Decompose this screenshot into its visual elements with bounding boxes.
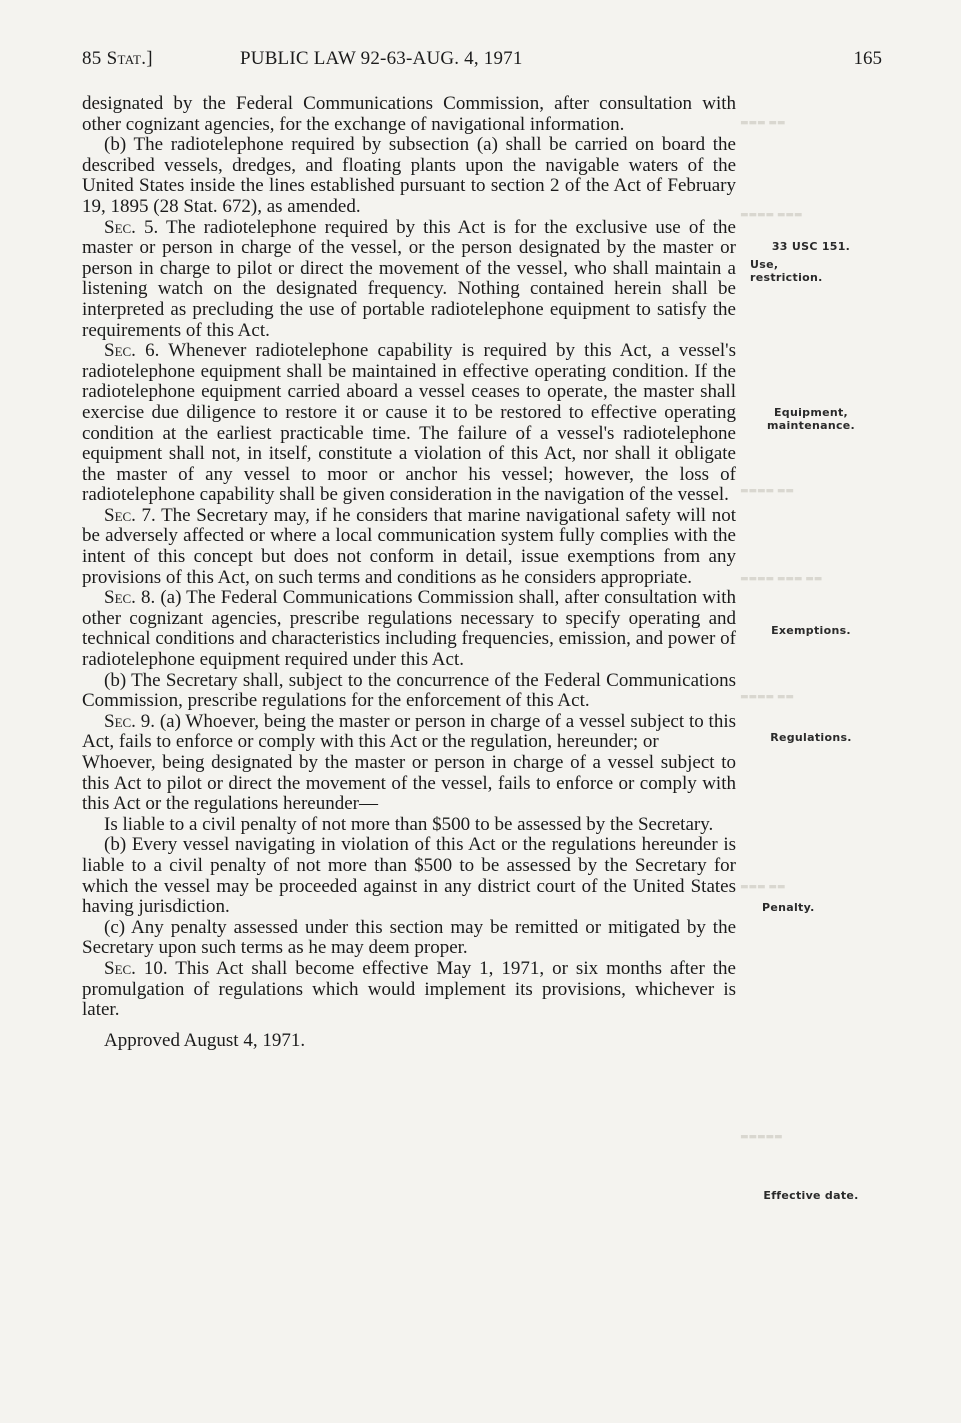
section-9-liable: Is liable to a civil penalty of not more than $500 to be assessed by the Secretary.: [104, 813, 714, 835]
section-5-text: The radiotelephone required by this Act is for the exclusive use of the master or person in charge of the vessel, or the person designated by the master or person in charge to pilot or direct the movement of the vessel, who shall maintain a listening watch on the designated frequency. Nothing contained herein shall be interpreted as precluding the use of portable radiotelephone equipment to satisfy the requirements of this Act.: [82, 216, 736, 341]
paragraph-continued: designated by the Federal Communications Commission, after consultation with other cognizant agencies, for the exchange of navigational information.: [82, 93, 736, 135]
bleed-through-note: ▬▬▬▬ ▬▬▬ ▬▬: [740, 574, 823, 584]
section-8-label: Sec. 8.: [104, 587, 156, 609]
section-7: [82, 506, 736, 588]
margin-note-effective-date: Effective date.: [763, 1189, 859, 1202]
law-title: PUBLIC LAW 92-63-AUG. 4, 1971: [240, 48, 523, 69]
bleed-through-note: ▬▬▬ ▬▬: [740, 882, 786, 892]
section-10-text: This Act shall become effective May 1, 1971, or six months after the promulgation of regulations which would implement its provisions, whichever is later.: [82, 957, 736, 1021]
section-9-text: (a) Whoever, being the master or person in charge of a vessel subject to this Act, fails to enforce or comply with this Act or the regulation, hereunder; or: [82, 710, 736, 753]
running-header: [82, 48, 882, 74]
section-9-whoever: Whoever, being designated by the master or person in charge of a vessel subject to this Act to pilot or direct the movement of the vessel, fails to enforce or comply with this Act or the regulations hereunder—: [82, 752, 736, 815]
section-6: [82, 341, 736, 506]
section-6-text: Whenever radiotelephone capability is required by this Act, a vessel's radiotelephone equipment shall be maintained in effective operating condition. If the radiotelephone equipment carried aboard a vessel ceases to operate, the master shall exercise due diligence to restore it or cause it to be restored to effective operating condition at the earliest practicable time. The failure of a vessel's radiotelephone equipment shall not, in itself, constitute a violation of this Act, nor shall it obligate the master of any vessel to moor or anchor his vessel; however, the loss of radiotelephone capability shall be given consideration in the navigation of the vessel.: [82, 340, 736, 506]
page-number: 165: [853, 48, 882, 69]
paragraph-subsection-b: (b) The radiotelephone required by subsection (a) shall be carried on board the described vessels, dredges, and floating plants upon the navigable waters of the United States inside the lines established pursuant to section 2 of the Act of February 19, 1895 (28 Stat. 672), as amended.: [82, 134, 736, 217]
section-9-label: Sec. 9.: [104, 710, 155, 732]
body-text: [82, 94, 736, 1051]
section-8-subsection-b: (b) The Secretary shall, subject to the concurrence of the Federal Communications Commission, prescribe regulations for the enforcement of this Act.: [82, 669, 736, 712]
section-7-label: Sec. 7.: [104, 504, 156, 526]
section-7-text: The Secretary may, if he considers that marine navigational safety will not be adversely affected or where a local communication system fully complies with the intent of this concept but does not conform in detail, issue exemptions from any provisions of this Act, on such terms and conditions as he considers appropriate.: [82, 504, 736, 588]
bleed-through-note: ▬▬▬▬▬: [740, 1132, 783, 1142]
section-8: [82, 588, 736, 670]
margin-note-equipment: Equipment, maintenance.: [766, 406, 856, 432]
section-5: [82, 218, 736, 342]
section-9: [82, 712, 736, 753]
margin-note-regulations: Regulations.: [770, 731, 852, 744]
section-10: [82, 959, 736, 1021]
bleed-through-note: ▬▬▬ ▬▬: [740, 118, 786, 128]
margin-note-exemptions: Exemptions.: [771, 624, 851, 637]
approval-date: Approved August 4, 1971.: [104, 1029, 306, 1051]
section-8-text: (a) The Federal Communications Commission shall, after consultation with other cognizant agencies, prescribe regulations necessary to specify operating and technical conditions and characteristics including frequencies, emission, and power of radiotelephone equipment required under this Act.: [82, 587, 737, 671]
bleed-through-note: ▬▬▬▬ ▬▬▬: [740, 210, 803, 220]
bleed-through-note: ▬▬▬▬ ▬▬: [740, 692, 794, 702]
bleed-through-note: ▬▬▬▬ ▬▬: [740, 486, 794, 496]
section-10-label: Sec. 10.: [104, 957, 168, 979]
margin-note-usc: 33 USC 151.: [771, 240, 851, 253]
margin-note-penalty: Penalty.: [762, 901, 815, 914]
section-6-label: Sec. 6.: [104, 340, 160, 362]
section-9-subsection-b: (b) Every vessel navigating in violation of this Act or the regulations hereunder is liable to a civil penalty of not more than $500 to be assessed by the Secretary for which the vessel may be proceeded against in any district court of the United States having jurisdiction.: [82, 834, 736, 918]
section-9-subsection-c: (c) Any penalty assessed under this section may be remitted or mitigated by the Secretary upon such terms as he may deem proper.: [82, 916, 736, 959]
margin-note-use-restriction: Use, restriction.: [750, 258, 823, 284]
statute-reference: 85 Stat.]: [82, 48, 153, 69]
section-5-label: Sec. 5.: [104, 216, 159, 238]
